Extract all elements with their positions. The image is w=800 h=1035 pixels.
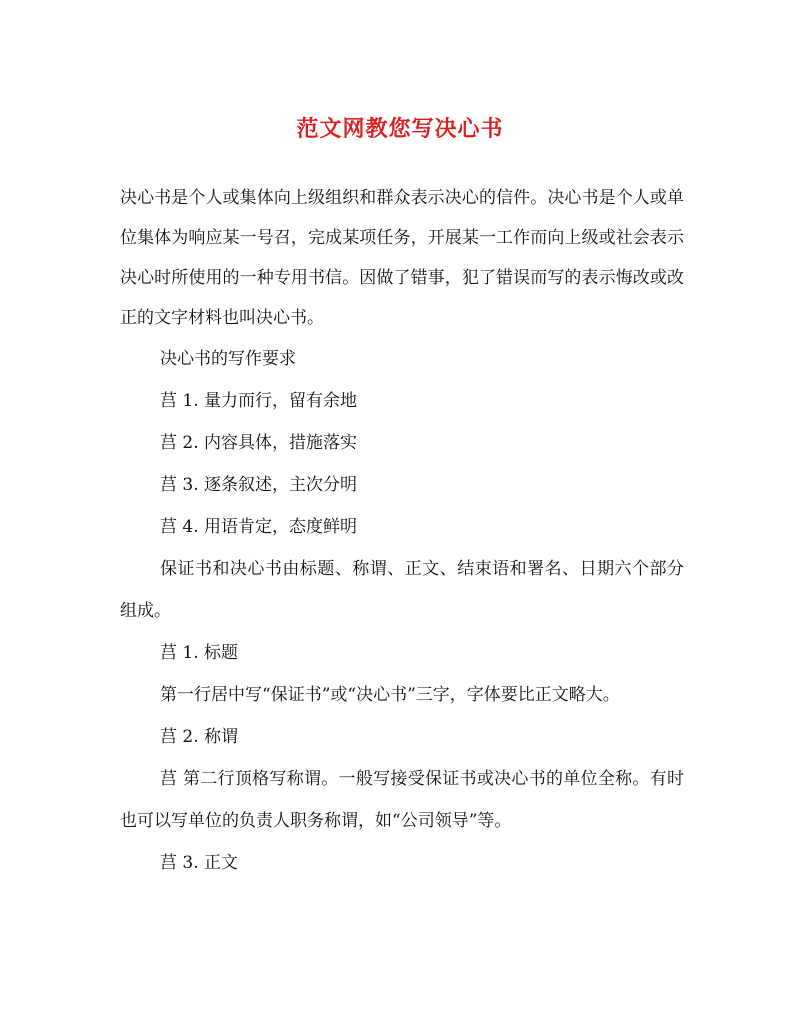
paragraph-section-salutation: 莒 2. 称谓	[160, 727, 239, 747]
document-body	[120, 178, 684, 884]
paragraph-requirements-heading: 决心书的写作要求	[160, 349, 296, 369]
paragraph-section-body: 莒 3. 正文	[160, 853, 239, 873]
paragraph-requirement-1: 莒 1. 量力而行，留有余地	[160, 391, 358, 411]
paragraph-section-title: 莒 1. 标题	[160, 643, 239, 663]
paragraph-requirement-4: 莒 4. 用语肯定，态度鲜明	[160, 517, 358, 537]
paragraph-salutation-detail: 莒 第二行顶格写称谓。一般写接受保证书或决心书的单位全称。有时也可以写单位的负责人职务称谓，如“公司领导”等。	[120, 769, 684, 831]
document-title: 范文网教您写决心书	[296, 116, 504, 142]
paragraph-title-detail: 第一行居中写“保证书”或“决心书”三字，字体要比正文略大。	[160, 685, 620, 705]
paragraph-intro: 决心书是个人或集体向上级组织和群众表示决心的信件。决心书是个人或单位集体为响应某一号召，完成某项任务，开展某一工作而向上级或社会表示决心时所使用的一种专用书信。因做了错事，犯了错误而写的表示悔改或改正的文字材料也叫决心书。	[120, 188, 684, 328]
paragraph-structure: 保证书和决心书由标题、称谓、正文、结束语和署名、日期六个部分组成。	[120, 559, 684, 621]
paragraph-requirement-3: 莒 3. 逐条叙述，主次分明	[160, 475, 358, 495]
paragraph-requirement-2: 莒 2. 内容具体，措施落实	[160, 433, 358, 453]
